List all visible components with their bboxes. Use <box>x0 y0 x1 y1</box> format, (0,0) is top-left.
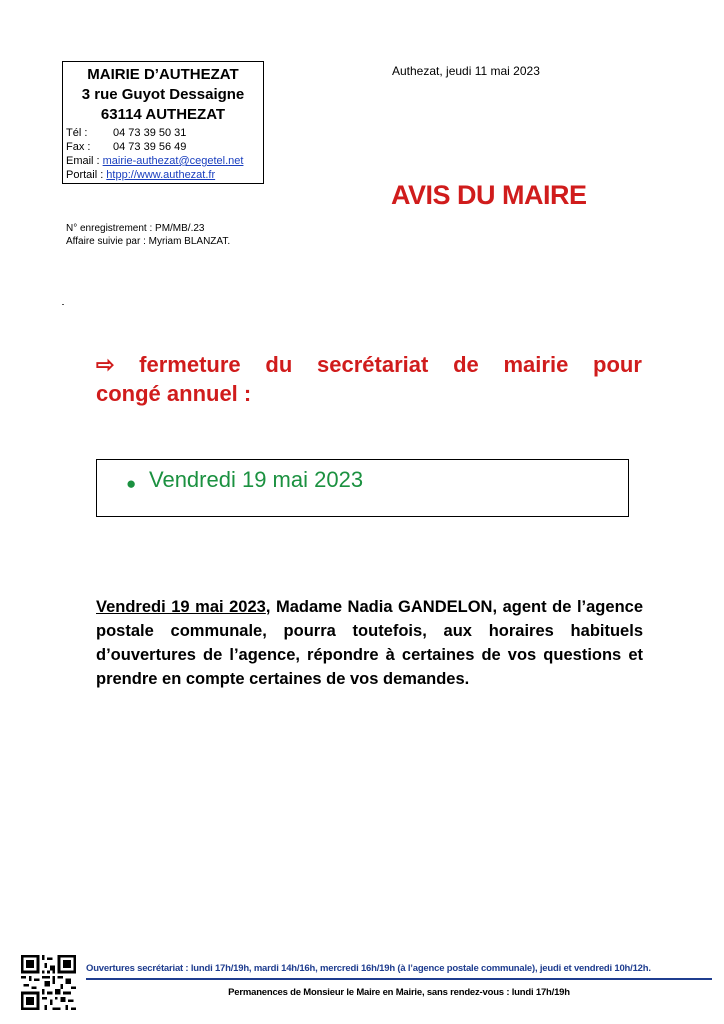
footer-mayor-hours: Permanences de Monsieur le Maire en Mairie, sans rendez-vous : lundi 17h/19h <box>228 987 570 998</box>
qr-code-icon <box>21 955 76 1010</box>
headline-word: du <box>265 352 293 377</box>
headline-word: de <box>453 352 479 377</box>
body-text: , Madame Nadia GANDELON, agent de l’agence postale communale, pourra toutefois, aux horaires habituels d’ouvertures de l’agence, répondre à certaines de vos questions et prendre en compte certaines de vos demandes. <box>96 598 643 688</box>
phone-value: 04 73 39 50 31 <box>113 127 187 139</box>
headline-line2: congé annuel : <box>96 381 252 406</box>
fax-label: Fax : <box>66 141 91 153</box>
headline-word: pour <box>593 352 642 377</box>
org-city: 63114 AUTHEZAT <box>100 106 226 123</box>
body-date: Vendredi 19 mai 2023 <box>96 598 266 616</box>
org-street: 3 rue Guyot Dessaigne <box>81 86 245 103</box>
fax-value: 04 73 39 56 49 <box>113 141 187 153</box>
document-date: Authezat, jeudi 11 mai 2023 <box>392 64 540 78</box>
footer-opening-hours-text: Ouvertures secrétariat : lundi 17h/19h, mardi 14h/16h, mercredi 16h/19h (à l’agence postale communale), jeudi et vendredi 10h/12h. <box>86 963 651 974</box>
footer-divider <box>86 978 712 980</box>
org-name: MAIRIE D’AUTHEZAT <box>87 66 239 83</box>
footer-opening-hours <box>86 963 712 974</box>
bullet-icon: ● <box>126 474 137 493</box>
headline-word: secrétariat <box>317 352 429 377</box>
phone-label: Tél : <box>66 127 88 139</box>
headline-word: mairie <box>503 352 569 377</box>
portal-label: Portail : <box>66 169 104 181</box>
stray-mark <box>62 304 64 305</box>
contact-fax <box>66 141 186 154</box>
contact-email <box>66 155 243 168</box>
email-link[interactable]: mairie-authezat@cegetel.net <box>102 155 244 167</box>
registration-number: N° enregistrement : PM/MB/.23 <box>66 223 205 234</box>
headline-word: fermeture <box>139 352 241 377</box>
closure-date-box <box>96 459 629 517</box>
portal-link[interactable]: htpp://www.authezat.fr <box>106 169 216 181</box>
headline-line1 <box>96 350 642 379</box>
case-handler: Affaire suivie par : Myriam BLANZAT. <box>66 236 231 247</box>
contact-phone <box>66 127 186 140</box>
closure-date: Vendredi 19 mai 2023 <box>149 467 364 492</box>
email-label: Email : <box>66 155 100 167</box>
closure-headline <box>96 350 642 408</box>
notice-title: AVIS DU MAIRE <box>391 180 587 210</box>
body-paragraph <box>96 595 643 691</box>
letterhead-box <box>62 61 264 184</box>
contact-portal <box>66 169 215 182</box>
right-arrow-icon: ⇨ <box>96 352 115 377</box>
